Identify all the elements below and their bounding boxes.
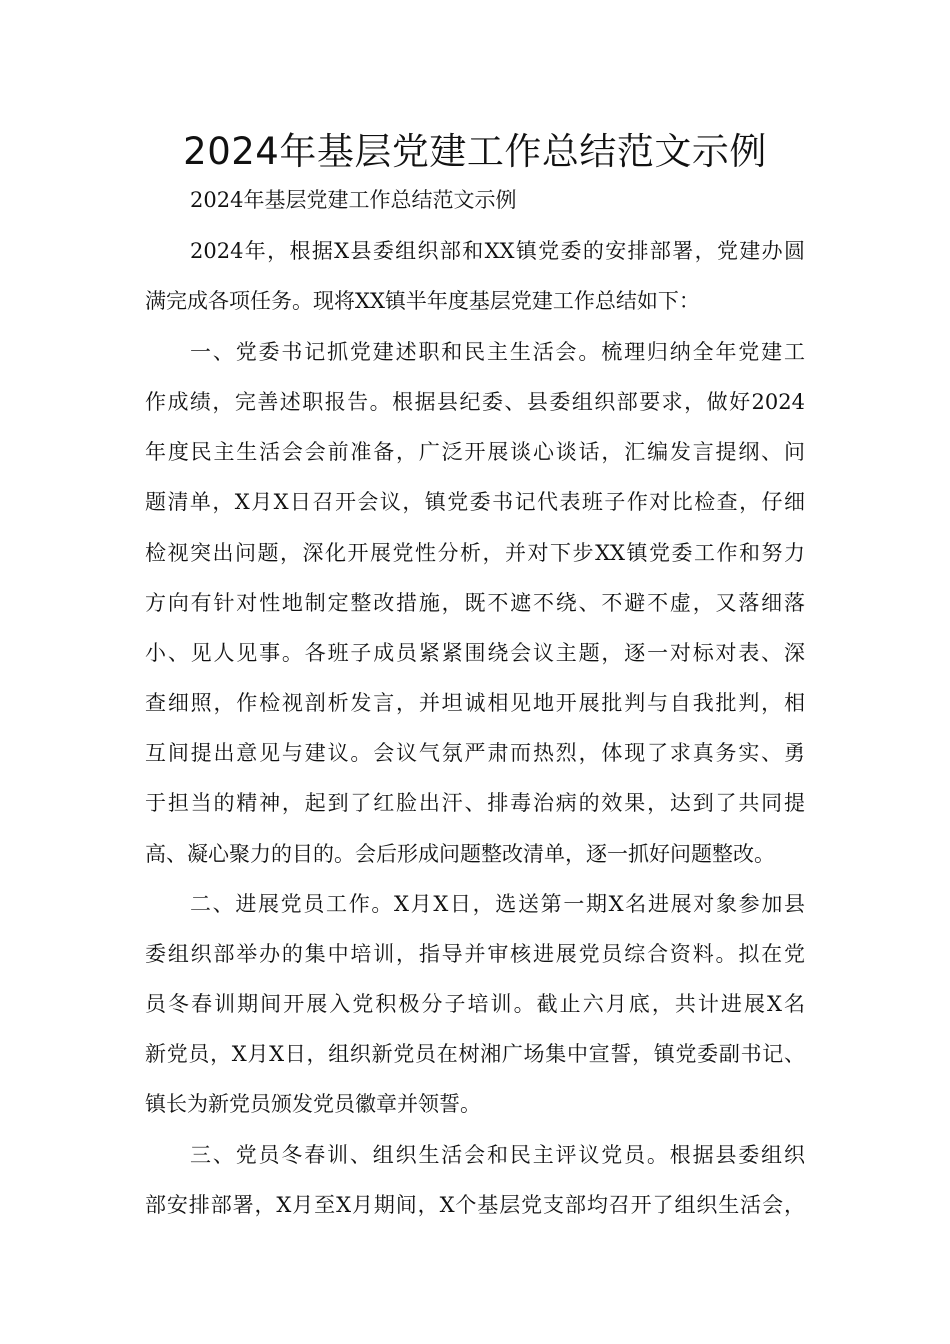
paragraph-one-line-1: 一、党委书记抓党建述职和民主生活会。梳理归纳全年党建工	[190, 340, 805, 364]
paragraph-one-line-7: 小、见人见事。各班子成员紧紧围绕会议主题，逐一对标对表、深	[145, 641, 805, 665]
paragraph-two-line-5: 镇长为新党员颁发党员徽章并领誓。	[145, 1092, 481, 1116]
paragraph-one-line-9: 互间提出意见与建议。会议气氛严肃而热烈，体现了求真务实、勇	[145, 741, 805, 765]
paragraph-one-line-10: 于担当的精神，起到了红脸出汗、排毒治病的效果，达到了共同提	[145, 791, 805, 815]
paragraph-one-line-11: 高、凝心聚力的目的。会后形成问题整改清单，逐一抓好问题整改。	[145, 842, 775, 866]
paragraph-three-line-2: 部安排部署，X月至X月期间，X个基层党支部均召开了组织生活会，	[145, 1193, 805, 1217]
paragraph-one-line-2: 作成绩，完善述职报告。根据县纪委、县委组织部要求，做好2024	[145, 390, 805, 414]
document-subtitle: 2024年基层党建工作总结范文示例	[190, 188, 517, 212]
paragraph-one-line-6: 方向有针对性地制定整改措施，既不遮不绕、不避不虚，又落细落	[145, 591, 805, 615]
paragraph-intro-line-2: 满完成各项任务。现将XX镇半年度基层党建工作总结如下：	[145, 289, 700, 313]
document-title: 2024年基层党建工作总结范文示例	[183, 130, 767, 173]
paragraph-intro-line-1: 2024年，根据X县委组织部和XX镇党委的安排部署，党建办圆	[190, 239, 805, 263]
paragraph-two-line-2: 委组织部举办的集中培训，指导并审核进展党员综合资料。拟在党	[145, 942, 805, 966]
paragraph-three-line-1: 三、党员冬春训、组织生活会和民主评议党员。根据县委组织	[190, 1143, 805, 1167]
paragraph-one-line-5: 检视突出问题，深化开展党性分析，并对下步XX镇党委工作和努力	[145, 541, 805, 565]
paragraph-two-line-3: 员冬春训期间开展入党积极分子培训。截止六月底，共计进展X名	[145, 992, 805, 1016]
paragraph-one-line-8: 查细照，作检视剖析发言，并坦诚相见地开展批判与自我批判，相	[145, 691, 805, 715]
paragraph-two-line-4: 新党员，X月X日，组织新党员在树湘广场集中宣誓，镇党委副书记、	[145, 1042, 805, 1066]
paragraph-one-line-4: 题清单，X月X日召开会议，镇党委书记代表班子作对比检查，仔细	[145, 490, 805, 514]
paragraph-one-line-3: 年度民主生活会会前准备，广泛开展谈心谈话，汇编发言提纲、问	[145, 440, 805, 464]
paragraph-two-line-1: 二、进展党员工作。X月X日，选送第一期X名进展对象参加县	[190, 892, 805, 916]
